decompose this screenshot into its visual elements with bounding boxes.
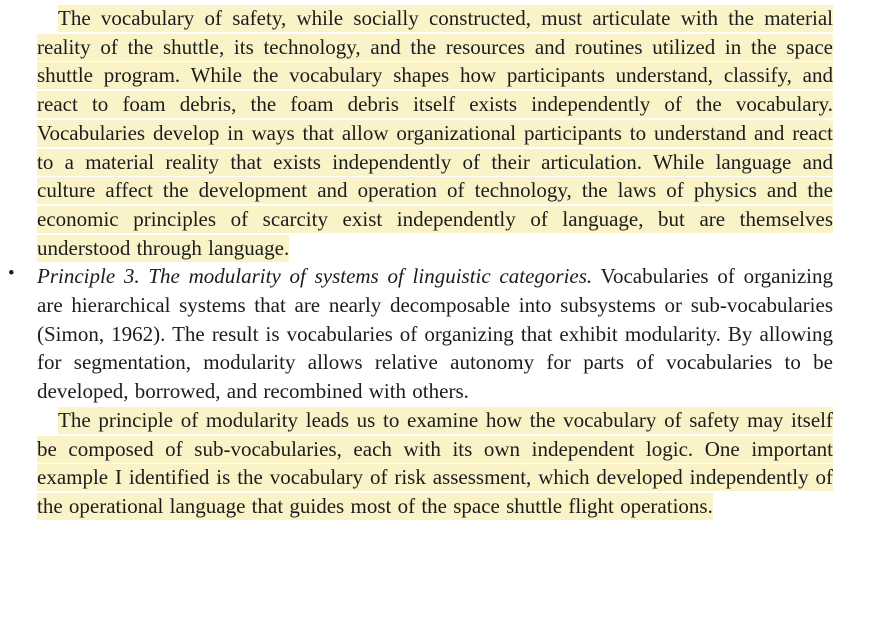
paragraph-vocabulary-of-safety: [37, 4, 833, 262]
bullet-list-item-principle-3: [8, 262, 833, 406]
paragraph-principle-of-modularity: [37, 406, 833, 521]
bullet-icon: •: [8, 263, 15, 285]
principle-3-body-text: Vocabularies of organizing are hierarchical systems that are nearly decomposable into subsystems or sub-vocabularies (Simon, 1962). The result is vocabularies of organizing that exhibit modularity. By allowing for segmentation, modularity allows relative autonomy for parts of vocabularies to be developed, borrowed, and recombined with others.: [37, 264, 833, 404]
highlighted-text-block-2: The principle of modularity leads us to examine how the vocabulary of safety may itself be composed of sub-vocabularies, each with its own independent logic. One important example I identified is the vocabulary of risk assessment, which developed independently of the operational language that guides most of the space shuttle flight operations.: [37, 407, 833, 518]
principle-3-italic-lead: Principle 3. The modularity of systems of linguistic categories.: [37, 264, 593, 289]
highlighted-text-block-1: The vocabulary of safety, while socially constructed, must articulate with the material reality of the shuttle, its technology, and the resources and routines utilized in the space shuttle program. While the vocabulary shapes how participants understand, classify, and react to foam debris, the foam debris itself exists independently of the vocabulary. Vocabularies develop in ways that allow organizational participants to understand and react to a material reality that exists independently of their articulation. While language and culture affect the development and operation of technology, the laws of physics and the economic principles of scarcity exist independently of language, but are themselves understood through language.: [37, 6, 833, 260]
